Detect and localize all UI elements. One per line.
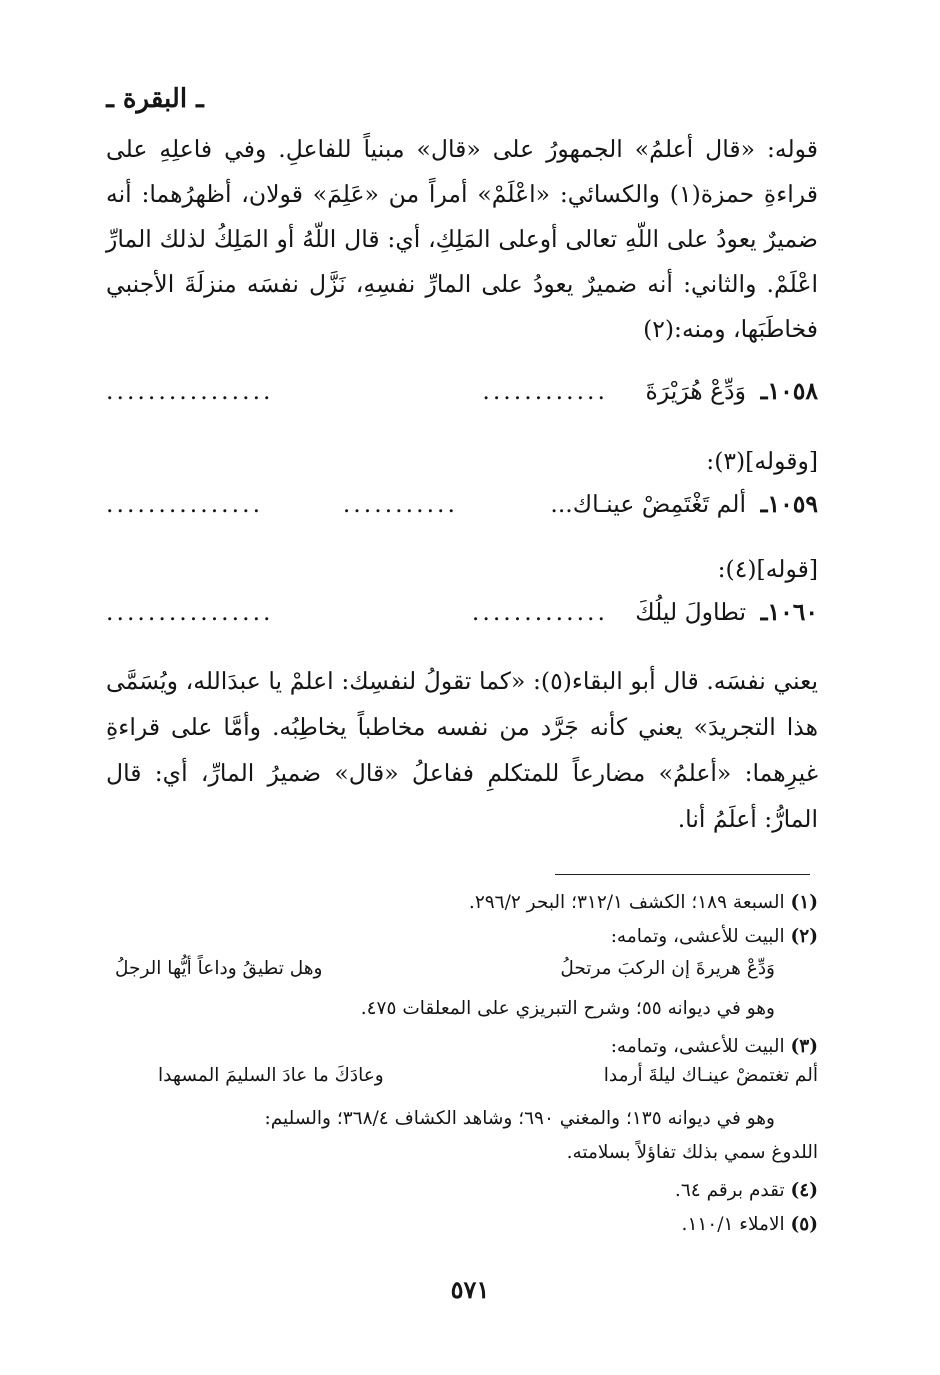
footnote-text: الاملاء ١١٠/١. <box>681 1214 785 1235</box>
verse-ellipsis: ............ <box>482 377 608 405</box>
footnote-label: (٢) <box>790 926 818 947</box>
footnote-label: (٥) <box>790 1214 818 1235</box>
footnote-text: البيت للأعشى، وتمامه: <box>610 926 785 947</box>
footnote-3-source: وهو في ديوانه ١٣٥؛ والمغني ٦٩٠؛ وشاهد الكشاف ٣٦٨/٤؛ والسليم: <box>264 1108 775 1129</box>
page-number: ٥٧١ <box>450 1275 490 1304</box>
footnote-3 <box>106 1030 818 1064</box>
footnote-text: البيت للأعشى، وتمامه: <box>610 1036 785 1057</box>
verse-ellipsis: ................ <box>106 598 274 626</box>
footnote-3-source-cont: اللدوغ سمي بذلك تفاؤلاً بسلامته. <box>566 1142 818 1163</box>
footnote-1 <box>106 886 818 920</box>
footnote-text: تقدم برقم ٦٤. <box>674 1180 785 1201</box>
hemistich: وعادَكَ ما عادَ السليمَ المسهدا <box>158 1065 384 1086</box>
footnote-4 <box>106 1174 818 1208</box>
hemistich: ألم تغتمضْ عينـاك ليلةَ أرمدا <box>603 1065 818 1086</box>
second-paragraph <box>106 658 818 842</box>
verse-row-1060 <box>106 598 818 638</box>
body-text: يعني نفسَه. قال أبو البقاء(٥): «كما تقولُ لنفسِك: اعلمْ يا عبدَالله، ويُسَمَّى هذا التجريدَ» يعني كأنه جَرَّد من نفسه مخاطباً يخاطِبُه. وأمَّا على قراءةِ غيرِهما: «أعلمُ» مضارعاً للمتكلمِ ففاعلُ «قال» ضميرُ المارِّ، أي: قال المارُّ: أعلَمُ أنا. <box>106 667 818 833</box>
footnote-5 <box>106 1208 818 1242</box>
verse-number: ١٠٦٠ـ <box>760 598 818 626</box>
main-text: قوله: «قال أعلمُ» الجمهورُ على «قال» مبنياً للفاعلِ. وفي فاعلِهِ على قراءةِ حمزة(١) والكسائي: «اعْلَمْ» أمراً من «عَلِمَ» قولان، أظهرُهما: أنه ضميرٌ يعودُ على اللّهِ تعالى أوعلى المَلِكِ، أي: قال اللّهُ أو المَلِكُ لذلك المارِّ اعْلَمْ. والثاني: أنه ضميرٌ يعودُ على المارِّ نفسِهِ، نَزَّل نفسَه منزلَةَ الأجنبي فخاطَبَها، ومنه:(٢) <box>106 135 819 343</box>
main-paragraph <box>106 127 818 352</box>
verse-text: وَدِّعْ هُرَيْرَةَ <box>645 377 746 405</box>
verse-intro: [وقوله](٣): <box>706 447 818 475</box>
footnote-2-source: وهو في ديوانه ٥٥؛ وشرح التبريزي على المعلقات ٤٧٥. <box>360 998 775 1019</box>
verse-row-1058 <box>106 377 818 417</box>
verse-text: ألم تَغْتَمِضْ عينـاك... <box>550 490 746 518</box>
verse-ellipsis: ............. <box>471 598 608 626</box>
verse-ellipsis: ............... <box>106 490 264 518</box>
footnote-text: السبعة ١٨٩؛ الكشف ٣١٢/١؛ البحر ٢٩٦/٢. <box>468 892 785 913</box>
footnote-separator <box>555 874 810 875</box>
footnote-2 <box>106 920 818 954</box>
verse-number: ١٠٥٨ـ <box>760 377 818 405</box>
verse-intro: [قوله](٤): <box>717 555 818 583</box>
verse-text: تطاولَ ليلُكَ <box>635 598 746 626</box>
hemistich: وَدِّعْ هريرةَ إن الركبَ مرتحلُ <box>560 958 775 979</box>
verse-number: ١٠٥٩ـ <box>760 490 818 518</box>
verse-ellipsis: ........... <box>342 490 458 518</box>
verse-row-1059 <box>106 490 818 530</box>
hemistich: وهل تطيقُ وداعاً أيُّها الرجلُ <box>115 958 323 979</box>
footnote-label: (٤) <box>790 1180 818 1201</box>
footnote-label: (٣) <box>790 1036 818 1057</box>
running-header: ـ البقرة ـ <box>106 84 204 114</box>
verse-ellipsis: ................ <box>106 377 274 405</box>
footnote-label: (١) <box>790 892 818 913</box>
